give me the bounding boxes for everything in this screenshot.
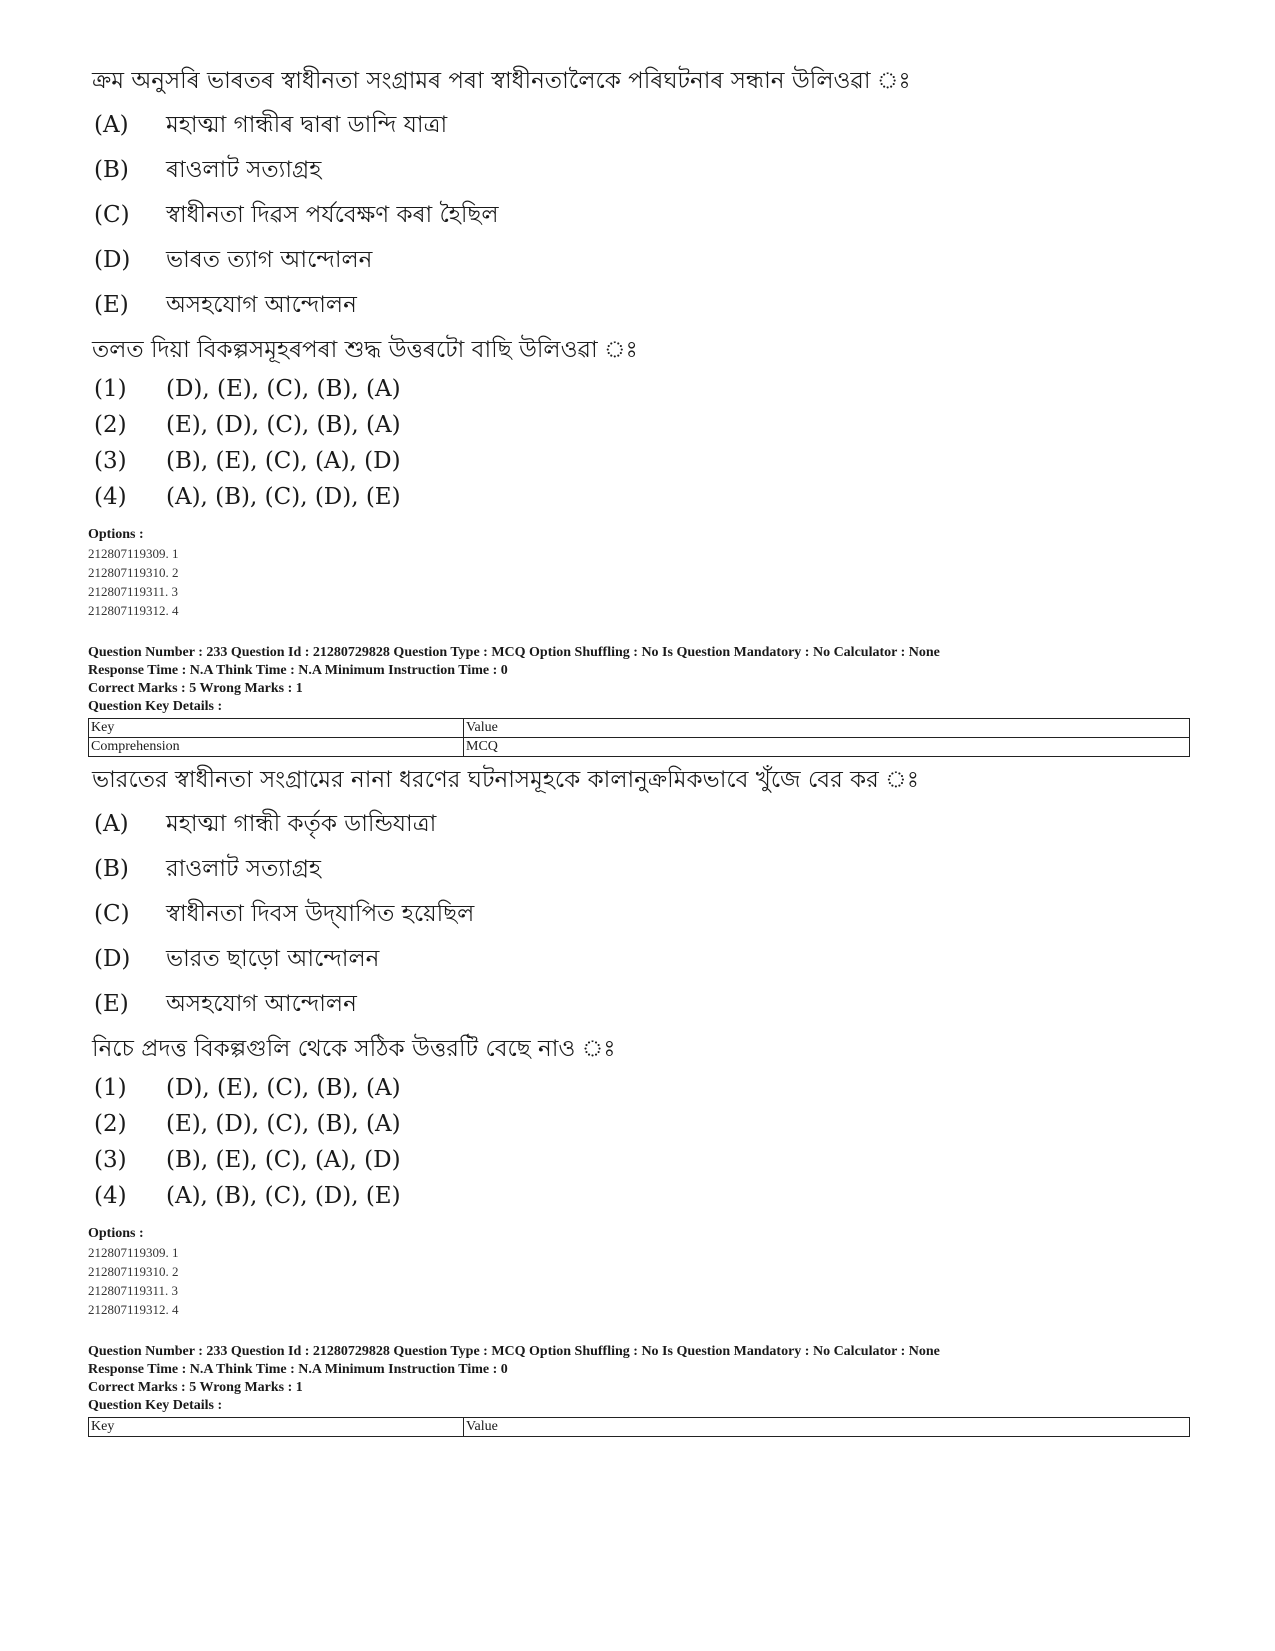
key-details-table — [88, 1417, 1190, 1437]
option-id: 212807119309. 1 — [88, 546, 179, 561]
meta-line: Question Number : 233 Question Id : 21280729828 Question Type : MCQ Option Shuffling : No Is Question Mandatory : No Calculator : None — [88, 1344, 940, 1359]
table-header-row — [89, 1418, 1190, 1437]
question-block-assamese — [88, 66, 1188, 620]
choice-text: (A), (B), (C), (D), (E) — [166, 484, 401, 510]
meta-line: Question Number : 233 Question Id : 21280729828 Question Type : MCQ Option Shuffling : No Is Question Mandatory : No Calculator : None — [88, 645, 940, 660]
option-id: 212807119310. 2 — [88, 1264, 179, 1279]
question-text: ক্ৰম অনুসৰি ভাৰতৰ স্বাধীনতা সংগ্ৰামৰ পৰা স্বাধীনতালৈকে পৰিঘটনাৰ সন্ধান উলিওৱা ঃ — [92, 68, 911, 94]
option-id: 212807119309. 1 — [88, 1245, 179, 1260]
table-header-row — [89, 719, 1190, 738]
meta-line: Question Key Details : — [88, 1398, 223, 1413]
choice-label: (3) — [94, 448, 127, 474]
list-item — [88, 282, 1188, 327]
question-meta — [88, 1343, 1188, 1437]
item-text: রাওলাট সত্যাগ্রহ — [166, 855, 322, 882]
option-id: 212807119310. 2 — [88, 565, 179, 580]
choice-label: (2) — [94, 1111, 127, 1137]
item-text: অসহযোগ আন্দোলন — [166, 990, 357, 1017]
item-label: (E) — [94, 990, 129, 1017]
document-page — [88, 58, 1188, 1437]
item-label: (A) — [94, 810, 129, 837]
choice-text: (B), (E), (C), (A), (D) — [166, 1147, 401, 1173]
instruction-text: নিচে প্রদত্ত বিকল্পগুলি থেকে সঠিক উত্তরটি বেছে নাও ঃ — [92, 1036, 616, 1062]
table-row — [89, 738, 1190, 757]
answer-choice — [88, 407, 1188, 443]
table-header-cell: Value — [464, 719, 1190, 738]
answer-choice — [88, 1070, 1188, 1106]
table-header-cell: Value — [464, 1418, 1190, 1437]
table-cell: Comprehension — [89, 738, 464, 757]
item-text: অসহযোগ আন্দোলন — [166, 291, 357, 318]
list-item — [88, 891, 1188, 936]
answer-choice — [88, 1178, 1188, 1214]
table-header-cell: Key — [89, 719, 464, 738]
choice-label: (3) — [94, 1147, 127, 1173]
item-label: (D) — [94, 246, 131, 273]
choice-text: (E), (D), (C), (B), (A) — [166, 1111, 401, 1137]
list-item — [88, 102, 1188, 147]
choice-text: (A), (B), (C), (D), (E) — [166, 1183, 401, 1209]
meta-line: Correct Marks : 5 Wrong Marks : 1 — [88, 1380, 303, 1395]
choice-label: (4) — [94, 1183, 127, 1209]
list-item — [88, 846, 1188, 891]
table-header-cell: Key — [89, 1418, 464, 1437]
list-item — [88, 981, 1188, 1026]
list-item — [88, 237, 1188, 282]
table-cell: MCQ — [464, 738, 1190, 757]
item-text: মহাত্মা গান্ধীৰ দ্বাৰা ডান্দি যাত্ৰা — [166, 111, 448, 138]
meta-line: Response Time : N.A Think Time : N.A Minimum Instruction Time : 0 — [88, 1362, 508, 1377]
item-label: (C) — [94, 201, 130, 228]
item-label: (A) — [94, 111, 129, 138]
answer-choice — [88, 1142, 1188, 1178]
answer-choice — [88, 1106, 1188, 1142]
option-id: 212807119312. 4 — [88, 1302, 179, 1317]
item-text: স্বাধীনতা দিবস উদ্‌যাপিত হয়েছিল — [166, 900, 475, 927]
question-meta — [88, 644, 1188, 757]
item-label: (D) — [94, 945, 131, 972]
question-block-bengali — [88, 765, 1188, 1319]
item-text: স্বাধীনতা দিৱস পৰ্যবেক্ষণ কৰা হৈছিল — [166, 201, 499, 228]
option-id: 212807119311. 3 — [88, 584, 179, 599]
item-label: (B) — [94, 156, 129, 183]
item-text: ৰাওলাট সত্যাগ্ৰহ — [166, 156, 322, 183]
key-details-table — [88, 718, 1190, 757]
meta-line: Question Key Details : — [88, 699, 223, 714]
option-id: 212807119311. 3 — [88, 1283, 179, 1298]
list-item — [88, 936, 1188, 981]
choice-label: (4) — [94, 484, 127, 510]
choice-label: (1) — [94, 376, 127, 402]
option-id: 212807119312. 4 — [88, 603, 179, 618]
choice-text: (D), (E), (C), (B), (A) — [166, 1075, 401, 1101]
item-text: মহাত্মা গান্ধী কর্তৃক ডান্ডিযাত্রা — [166, 810, 437, 837]
item-label: (E) — [94, 291, 129, 318]
choice-text: (D), (E), (C), (B), (A) — [166, 376, 401, 402]
answer-choice — [88, 443, 1188, 479]
list-item — [88, 147, 1188, 192]
answer-choice — [88, 479, 1188, 515]
choice-text: (B), (E), (C), (A), (D) — [166, 448, 401, 474]
meta-line: Response Time : N.A Think Time : N.A Minimum Instruction Time : 0 — [88, 663, 508, 678]
options-heading: Options : — [88, 1226, 144, 1241]
meta-line: Correct Marks : 5 Wrong Marks : 1 — [88, 681, 303, 696]
choice-label: (2) — [94, 412, 127, 438]
choice-label: (1) — [94, 1075, 127, 1101]
item-label: (B) — [94, 855, 129, 882]
instruction-text: তলত দিয়া বিকল্পসমূহৰপৰা শুদ্ধ উত্তৰটো বাছি উলিওৱা ঃ — [92, 337, 638, 363]
item-text: ভারত ছাড়ো আন্দোলন — [166, 945, 380, 972]
choice-text: (E), (D), (C), (B), (A) — [166, 412, 401, 438]
options-heading: Options : — [88, 527, 144, 542]
list-item — [88, 801, 1188, 846]
item-label: (C) — [94, 900, 130, 927]
item-text: ভাৰত ত্যাগ আন্দোলন — [166, 246, 373, 273]
list-item — [88, 192, 1188, 237]
question-text: ভারতের স্বাধীনতা সংগ্রামের নানা ধরণের ঘটনাসমূহকে কালানুক্রমিকভাবে খুঁজে বের কর ঃ — [92, 767, 919, 793]
answer-choice — [88, 371, 1188, 407]
